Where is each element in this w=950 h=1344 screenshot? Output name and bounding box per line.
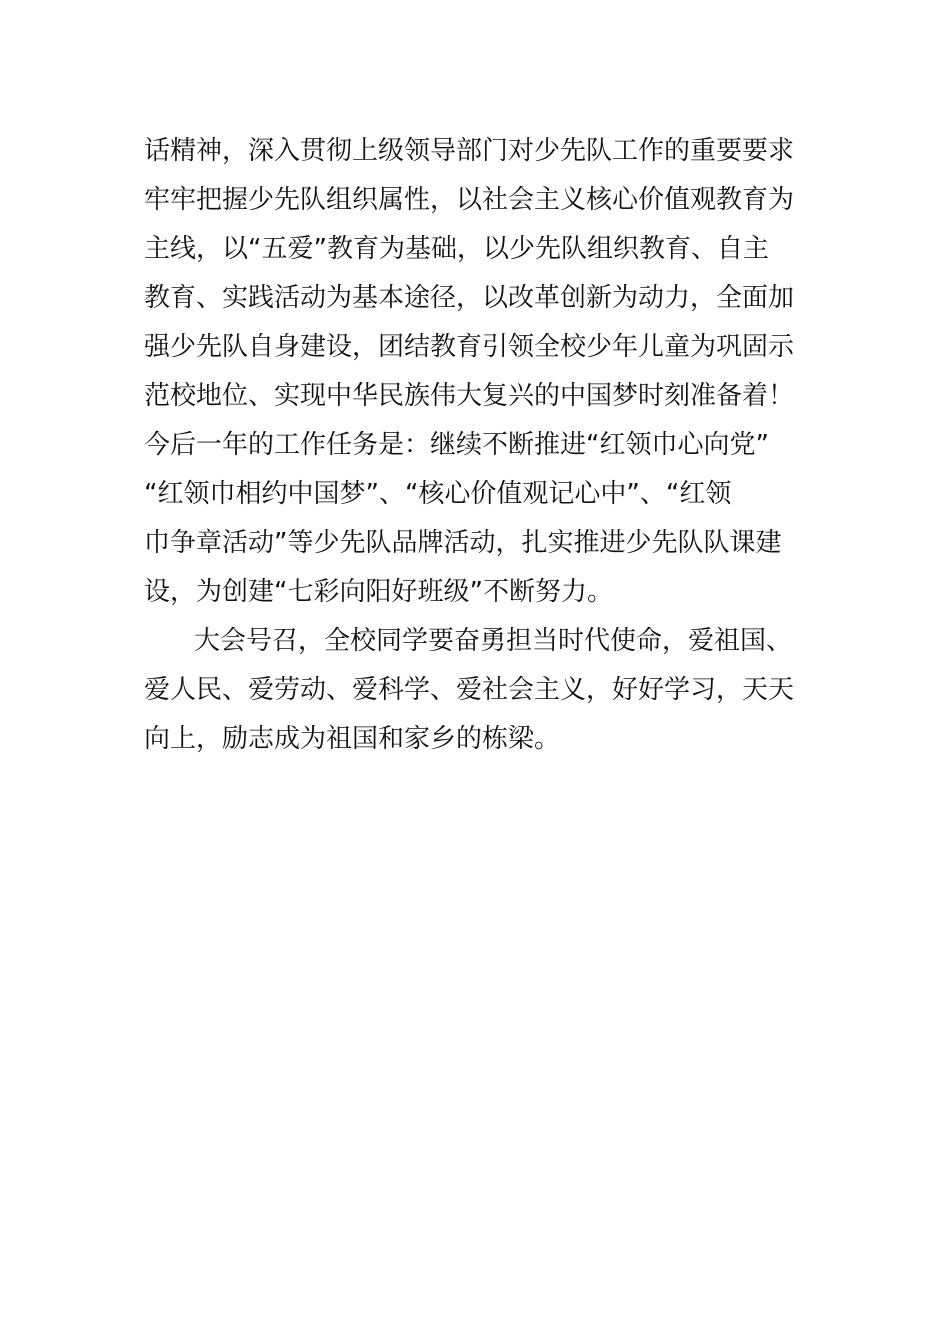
text-line: 向上，励志成为祖国和家乡的栋梁。 [144,724,561,754]
text-line: 主线，以“五爱”教育为基础，以少先队组织教育、自主 [144,234,769,264]
text-line: 巾争章活动”等少先队品牌活动，扎实推进少先队队课建 [144,528,782,558]
text-line: 牢牢把握少先队组织属性，以社会主义核心价值观教育为 [144,185,795,215]
text-line: 设，为创建“七彩向阳好班级”不断努力。 [144,577,613,607]
body-text [144,127,814,764]
text-line: 教育、实践活动为基本途径，以改革创新为动力，全面加 [144,283,795,313]
text-line: 强少先队自身建设，团结教育引领全校少年儿童为巩固示 [144,332,795,362]
paragraph-start-line: 大会号召，全校同学要奋勇担当时代使命，爱祖国、 [194,626,793,656]
text-line: 今后一年的工作任务是：继续不断推进“红领巾心向党” [144,430,769,460]
text-line: 范校地位、实现中华民族伟大复兴的中国梦时刻准备着！ [144,381,795,411]
text-line: 话精神，深入贯彻上级领导部门对少先队工作的重要要求 [144,136,795,166]
text-line: 爱人民、爱劳动、爱科学、爱社会主义，好好学习，天天 [144,675,795,705]
text-line: “红领巾相约中国梦”、“核心价值观记心中”、“红领 [144,479,732,509]
